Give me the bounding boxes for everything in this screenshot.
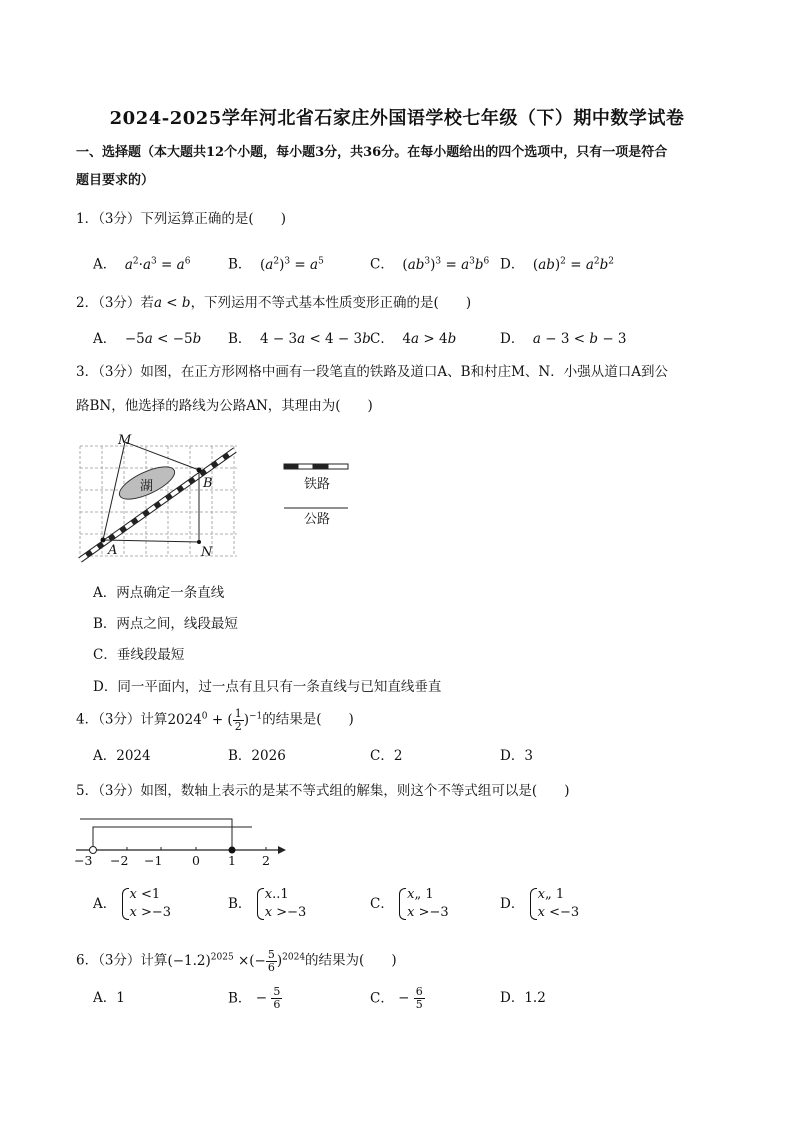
- q6-stem-post: 的结果为( ): [305, 952, 397, 969]
- q4-option-c: C．2: [370, 748, 403, 764]
- q3-option-c: C．垂线段最短: [93, 647, 185, 663]
- point-A: [101, 538, 106, 543]
- q1-option-a: [93, 251, 190, 275]
- q1-option-a-label: A．: [93, 256, 117, 273]
- label-N: N: [201, 545, 213, 560]
- q5-option-c-label: C．: [370, 896, 394, 912]
- q4-stem-pre: 4．（3分）计算: [76, 711, 168, 728]
- q5-option-c-system: x„ 1 x >−3: [398, 886, 449, 922]
- q1-option-d-formula: $(ab)^2 = a^2b^2$: [528, 256, 614, 273]
- q2-option-c: [370, 329, 456, 349]
- tick-label-minus-1: −1: [144, 853, 163, 868]
- section-heading-line2: 题目要求的）: [76, 173, 155, 188]
- tick-label-1: 1: [228, 853, 236, 868]
- q2-option-d-label: D．: [500, 331, 525, 347]
- q6-option-a-value: 1: [116, 990, 125, 1006]
- question-6-stem: [76, 944, 726, 974]
- q4-option-d: D．3: [500, 748, 533, 764]
- tick-label-minus-2: −2: [110, 853, 129, 868]
- q6-option-c: [370, 986, 425, 1011]
- q2-option-a-label: A．: [93, 331, 117, 347]
- q5-option-b-system: x..1 x >−3: [256, 886, 307, 922]
- label-B: B: [203, 476, 213, 491]
- set-bracket-upper: [80, 819, 232, 850]
- q6-option-c-label: C．: [370, 990, 394, 1007]
- q2-option-a-formula: −5a < −5b: [120, 331, 202, 347]
- q6-expression: $(-1.2)^{2025}$ ×(− $\frac{5}{6}$ )$^{2024}$: [167, 947, 306, 974]
- q3-option-a: A．两点确定一条直线: [93, 585, 225, 601]
- q2-option-b-label: B．: [228, 331, 252, 347]
- q1-option-b-formula: $(a^2)^3 = a^5$: [255, 256, 324, 273]
- q4-stem-post: 的结果是( ): [262, 711, 354, 728]
- q4-option-a: A．2024: [93, 748, 151, 764]
- q1-option-a-formula: $a^2\cdot a^3 = a^6$: [124, 256, 191, 273]
- tick-label-2: 2: [262, 853, 270, 868]
- label-A: A: [108, 543, 118, 558]
- q5-option-c: [370, 886, 449, 922]
- q5-number-line: [70, 815, 300, 871]
- q3-grid-figure: [70, 428, 380, 568]
- q6-option-c-value: − $\frac{6}{5}$: [398, 985, 423, 1011]
- legend-railway-label: 铁路: [304, 477, 331, 492]
- road-AN: [103, 540, 199, 542]
- point-N: [197, 540, 201, 544]
- q6-option-d: [500, 988, 546, 1008]
- q6-option-b: [228, 986, 282, 1011]
- q2-condition: a < b: [153, 295, 191, 311]
- page-title: 2024-2025学年河北省石家庄外国语学校七年级（下）期中数学试卷: [109, 108, 685, 129]
- question-3-stem-line2: 路BN，他选择的路线为公路AN，其理由为( ): [76, 398, 373, 414]
- q5-option-b: [228, 886, 306, 922]
- question-2-stem: [76, 290, 726, 316]
- tick-label-0: 0: [192, 853, 200, 868]
- q2-option-b: [228, 329, 371, 349]
- question-4-stem: [76, 703, 726, 733]
- q1-option-b: [228, 251, 324, 275]
- legend-road-label: 公路: [304, 512, 331, 527]
- q6-option-d-label: D．: [500, 990, 525, 1006]
- q2-option-b-formula: 4 − 3a < 4 − 3b: [255, 331, 371, 347]
- q6-stem-pre: 6．（3分）计算: [76, 952, 168, 969]
- lake-label: 湖: [140, 479, 154, 494]
- set-bracket-lower: [93, 827, 232, 850]
- q1-option-b-label: B．: [228, 256, 252, 273]
- q2-option-a: [93, 329, 201, 349]
- q5-option-a-system: x <1 x >−3: [121, 886, 172, 922]
- q6-option-b-label: B．: [228, 990, 252, 1007]
- q4-option-b: B．2026: [228, 748, 286, 764]
- point-B: [197, 468, 202, 473]
- axis-arrow: [278, 846, 286, 854]
- q1-option-d: [500, 251, 614, 275]
- question-1-stem: 1．（3分）下列运算正确的是( ): [76, 211, 286, 227]
- q1-option-d-label: D．: [500, 256, 525, 273]
- q6-option-a: [93, 988, 125, 1008]
- question-5-stem: 5．（3分）如图，数轴上表示的是某不等式组的解集，则这个不等式组可以是( ): [76, 783, 570, 799]
- legend-railway-symbol: [284, 464, 348, 469]
- tick-label-minus-3: −3: [74, 853, 93, 868]
- q5-option-d: [500, 886, 579, 922]
- label-M: M: [118, 433, 132, 448]
- q1-option-c: [370, 251, 489, 275]
- question-3-stem-line1: 3．（3分）如图，在正方形网格中画有一段笔直的铁路及道口A、B和村庄M、N．小强从道口A到公: [76, 364, 668, 380]
- q6-option-b-value: − $\frac{5}{6}$: [255, 985, 281, 1011]
- q1-option-c-label: C．: [370, 256, 394, 273]
- q1-option-c-formula: $(ab^3)^3 = a^3b^6$: [398, 256, 490, 273]
- q2-option-c-formula: 4a > 4b: [398, 331, 457, 347]
- q3-option-d: D．同一平面内，过一点有且只有一条直线与已知直线垂直: [93, 679, 442, 695]
- section-heading-line1: 一、选择题（本大题共12个小题，每小题3分，共36分。在每小题给出的四个选项中，只有一项是符合: [76, 145, 668, 160]
- q5-option-a-label: A．: [93, 896, 117, 912]
- q2-stem-post: ，下列运用不等式基本性质变形正确的是( ): [190, 295, 472, 311]
- q5-option-d-label: D．: [500, 896, 525, 912]
- q5-option-a: [93, 886, 171, 922]
- q5-option-b-label: B．: [228, 896, 252, 912]
- q6-option-a-label: A．: [93, 990, 117, 1006]
- q5-option-d-system: x„ 1 x <−3: [529, 886, 580, 922]
- q2-stem-pre: 2．（3分）若: [76, 295, 154, 311]
- q2-option-c-label: C．: [370, 331, 394, 347]
- q4-expression: $2024^0$ + ( $\frac{1}{2}$ )$^{-1}$: [167, 706, 263, 733]
- q2-option-d-formula: a − 3 < b − 3: [532, 331, 627, 347]
- q3-option-b: B．两点之间，线段最短: [93, 616, 238, 632]
- q2-option-d: [500, 329, 627, 349]
- q6-option-d-value: 1.2: [524, 990, 546, 1006]
